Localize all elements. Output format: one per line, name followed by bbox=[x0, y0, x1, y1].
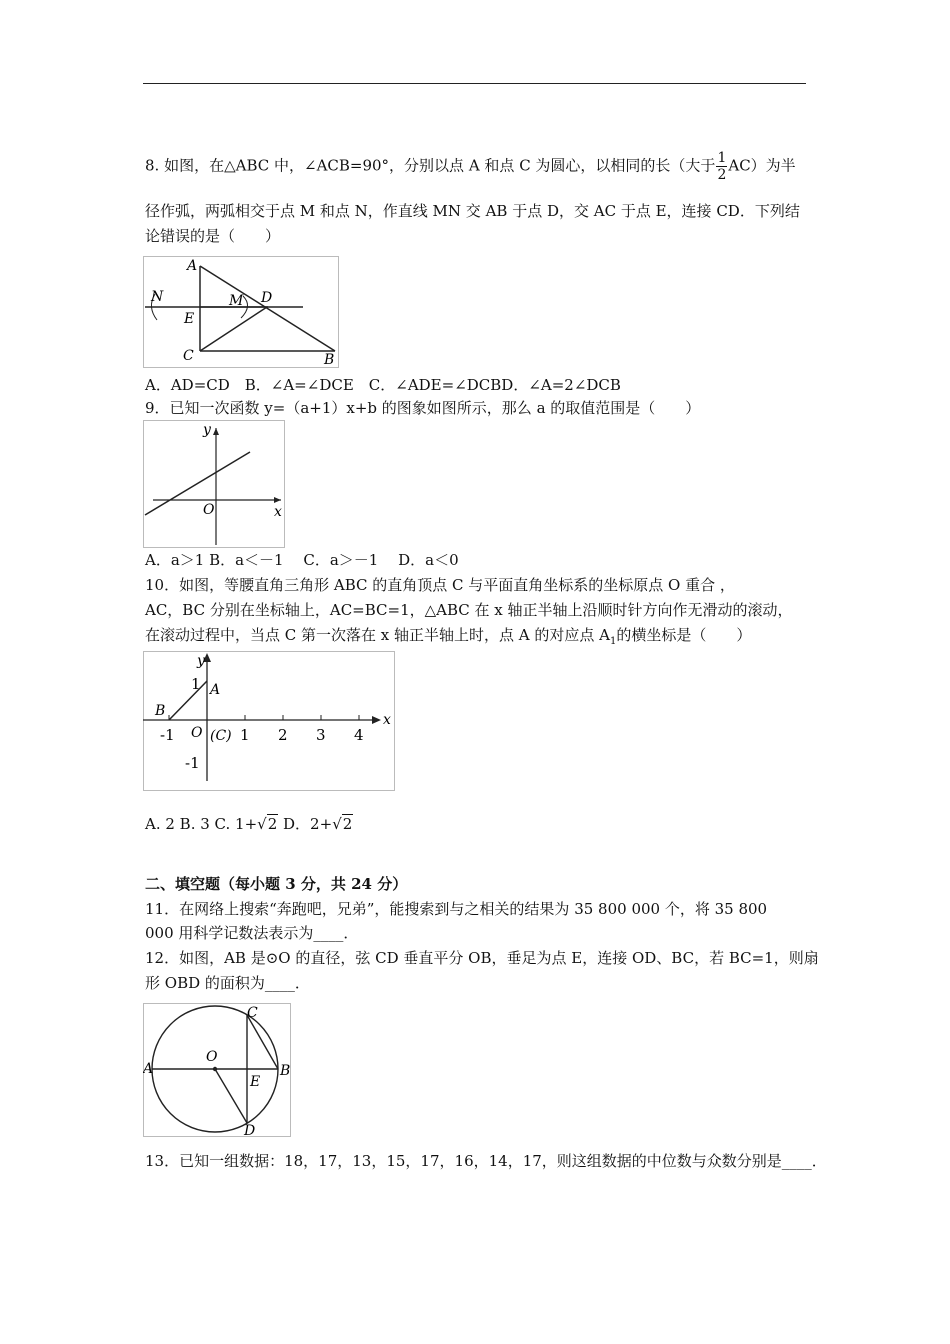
q11-line1: 11．在网络上搜索“奔跑吧，兄弟”，能搜索到与之相关的结果为 35 800 000 个，将 35 800 bbox=[145, 900, 768, 918]
q12-label-d: D bbox=[244, 1123, 256, 1137]
q10-tick-x3: 3 bbox=[316, 726, 326, 744]
q8-line1: 8. 如图，在△ABC 中，∠ACB=90°，分别以点 A 和点 C 为圆心，以相同的长（大于 $\frac{1}{2}$ AC）为半 bbox=[145, 150, 796, 183]
q9-line1: 9．已知一次函数 y=（a+1）x+b 的图象如图所示，那么 a 的取值范围是（ ） bbox=[145, 399, 701, 417]
q12-figure bbox=[143, 1003, 291, 1137]
q10-tick-x4: 4 bbox=[354, 726, 364, 744]
q10-tick-x1: 1 bbox=[240, 726, 250, 744]
q12-line1: 12．如图，AB 是⊙O 的直径，弦 CD 垂直平分 OB，垂足为点 E，连接 OD、BC，若 BC=1，则扇 bbox=[145, 949, 819, 967]
q10-line2: AC，BC 分别在坐标轴上，AC=BC=1，△ABC 在 x 轴正半轴上沿顺时针方向作无滑动的滚动， bbox=[145, 601, 793, 619]
q12-label-o: O bbox=[206, 1049, 218, 1065]
q8-line3: 论错误的是（ ） bbox=[145, 227, 281, 245]
header-rule bbox=[143, 83, 806, 84]
q8-label-b: B bbox=[324, 352, 335, 368]
q8-options: A．AD=CD B．∠A=∠DCE C．∠ADE=∠DCBD．∠A=2∠DCB bbox=[145, 376, 621, 394]
q10-label-y: y bbox=[197, 653, 205, 669]
q9-label-x: x bbox=[274, 504, 282, 520]
q9-options: A．a＞1 B．a＜－1 C．a＞－1 D．a＜0 bbox=[145, 551, 459, 569]
q12-label-c: C bbox=[247, 1005, 258, 1021]
q12-label-b: B bbox=[280, 1063, 291, 1079]
q10-tick-ym1: -1 bbox=[185, 754, 200, 772]
q8-label-a: A bbox=[187, 258, 198, 274]
q8-label-n: N bbox=[151, 289, 164, 305]
q12-line2: 形 OBD 的面积为____． bbox=[145, 974, 310, 992]
q8-label-m: M bbox=[229, 293, 244, 309]
q10-tick-x2: 2 bbox=[278, 726, 288, 744]
q8-label-d: D bbox=[261, 290, 273, 306]
q12-label-e: E bbox=[250, 1074, 261, 1090]
q9-label-y: y bbox=[203, 422, 211, 438]
q9-figure bbox=[143, 420, 285, 548]
q10-tick-y1: 1 bbox=[191, 675, 201, 693]
q12-label-a: A bbox=[143, 1061, 154, 1077]
q10-line1: 10．如图，等腰直角三角形 ABC 的直角顶点 C 与平面直角坐标系的坐标原点 O 重合 ， bbox=[145, 576, 735, 594]
q8-figure bbox=[143, 256, 339, 368]
q11-line2: 000 用科学记数法表示为____． bbox=[145, 924, 359, 942]
fraction-half: $\frac{1}{2}$ bbox=[717, 150, 727, 183]
q10-options: A. 2 B. 3 C. 1+√2 D．2+√2 bbox=[145, 815, 353, 833]
q10-label-o: O bbox=[191, 725, 203, 741]
q9-label-o: O bbox=[203, 502, 215, 518]
q10-tick-xm1: -1 bbox=[160, 726, 175, 744]
q8-label-e: E bbox=[184, 311, 195, 327]
q10-label-a: A bbox=[210, 682, 221, 698]
q10-label-c: (C) bbox=[210, 728, 232, 744]
q10-line3: 在滚动过程中，当点 C 第一次落在 x 轴正半轴上时，点 A 的对应点 $A_1$的横坐标是（ ） bbox=[145, 626, 752, 647]
section2-title: 二、填空题（每小题 3 分，共 24 分） bbox=[145, 875, 408, 893]
q8-line2: 径作弧，两弧相交于点 M 和点 N，作直线 MN 交 AB 于点 D，交 AC 于点 E，连接 CD．下列结 bbox=[145, 202, 800, 220]
q10-label-b: B bbox=[155, 703, 166, 719]
q13-line1: 13．已知一组数据：18，17，13，15，17，16，14，17，则这组数据的中位数与众数分别是____． bbox=[145, 1152, 827, 1170]
q8-label-c: C bbox=[183, 348, 194, 364]
q10-figure bbox=[143, 651, 395, 791]
q10-label-x: x bbox=[383, 712, 391, 728]
